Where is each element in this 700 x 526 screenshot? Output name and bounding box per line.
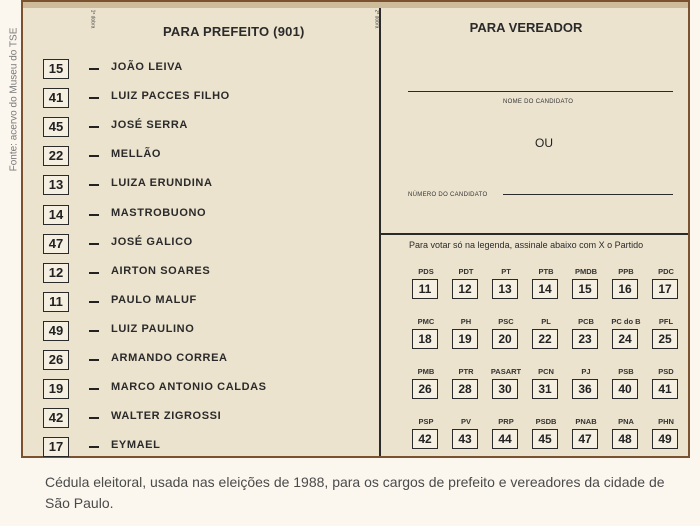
vertical-divider <box>379 8 381 456</box>
party-option <box>492 317 520 357</box>
party-name: PDC <box>658 267 674 276</box>
party-option <box>412 417 440 457</box>
party-name: PMC <box>417 317 435 326</box>
party-number-box[interactable]: 28 <box>452 379 478 399</box>
party-number-box[interactable]: 12 <box>452 279 478 299</box>
candidate-name: WALTER ZIGROSSI <box>111 410 222 423</box>
candidate-number-box[interactable]: 17 <box>43 437 69 457</box>
dash-separator <box>89 301 99 303</box>
party-name: PPB <box>618 267 634 276</box>
party-name: PT <box>501 267 511 276</box>
party-number-box[interactable]: 23 <box>572 329 598 349</box>
party-number-box[interactable]: 19 <box>452 329 478 349</box>
party-option <box>532 367 560 407</box>
party-name: PDS <box>418 267 434 276</box>
party-number-box[interactable]: 41 <box>652 379 678 399</box>
party-number-box[interactable]: 43 <box>452 429 478 449</box>
party-number-box[interactable]: 26 <box>412 379 438 399</box>
candidate-name: LUIZ PACCES FILHO <box>111 90 230 103</box>
party-name: PFL <box>658 317 674 326</box>
party-option <box>652 317 680 357</box>
candidate-row <box>23 348 363 372</box>
party-name: PNAB <box>575 417 597 426</box>
candidate-number-box[interactable]: 14 <box>43 205 69 225</box>
fold-note-right: 2ª dobra <box>373 9 380 29</box>
candidate-name: EYMAEL <box>111 439 161 452</box>
party-number-box[interactable]: 20 <box>492 329 518 349</box>
dash-separator <box>89 97 99 99</box>
party-name: PC do B <box>611 317 641 326</box>
party-name: PTB <box>538 267 554 276</box>
party-number-box[interactable]: 36 <box>572 379 598 399</box>
party-option <box>452 267 480 307</box>
dash-separator <box>89 388 99 390</box>
candidate-number-box[interactable]: 47 <box>43 234 69 254</box>
party-number-box[interactable]: 11 <box>412 279 438 299</box>
figure-caption: Cédula eleitoral, usada nas eleições de 1988, para os cargos de prefeito e vereadores da cidade de São Paulo. <box>45 474 665 511</box>
party-option <box>452 367 480 407</box>
party-name: PNA <box>618 417 634 426</box>
candidate-row <box>23 406 363 430</box>
party-option <box>492 367 520 407</box>
party-name: PMB <box>417 367 435 376</box>
party-option <box>412 267 440 307</box>
party-option <box>612 417 640 457</box>
party-number-box[interactable]: 24 <box>612 329 638 349</box>
candidate-number-box[interactable]: 26 <box>43 350 69 370</box>
party-option <box>532 417 560 457</box>
candidate-name-label: NOME DO CANDIDATO <box>503 99 574 105</box>
candidate-row <box>23 319 363 343</box>
candidate-row <box>23 377 363 401</box>
party-option <box>572 367 600 407</box>
party-name: PCB <box>578 317 594 326</box>
candidate-number-box[interactable]: 49 <box>43 321 69 341</box>
candidate-number-box[interactable]: 41 <box>43 88 69 108</box>
candidate-number-box[interactable]: 45 <box>43 117 69 137</box>
party-number-box[interactable]: 40 <box>612 379 638 399</box>
party-name: PSD <box>658 367 674 376</box>
party-name: PDT <box>458 267 474 276</box>
dash-separator <box>89 330 99 332</box>
party-name: PASART <box>490 367 522 376</box>
council-section-title: PARA VEREADOR <box>469 20 583 35</box>
candidate-number-box[interactable]: 13 <box>43 175 69 195</box>
mayor-section-title: PARA PREFEITO (901) <box>163 24 305 39</box>
candidate-number-box[interactable]: 22 <box>43 146 69 166</box>
party-vote-instruction: Para votar só na legenda, assinale abaixo com X o Partido <box>409 240 644 250</box>
party-option <box>492 417 520 457</box>
party-number-box[interactable]: 17 <box>652 279 678 299</box>
dash-separator <box>89 272 99 274</box>
party-option <box>532 317 560 357</box>
party-option <box>652 417 680 457</box>
party-number-box[interactable]: 30 <box>492 379 518 399</box>
candidate-name: JOÃO LEIVA <box>111 61 183 73</box>
party-number-box[interactable]: 14 <box>532 279 558 299</box>
or-label: OU <box>535 136 553 150</box>
candidate-name: JOSÉ GALICO <box>111 235 193 248</box>
candidate-number-box[interactable]: 15 <box>43 59 69 79</box>
candidate-name: PAULO MALUF <box>111 293 197 306</box>
party-number-box[interactable]: 47 <box>572 429 598 449</box>
party-name: PSDB <box>535 417 557 426</box>
candidate-name: MELLÃO <box>111 148 162 161</box>
party-number-box[interactable]: 16 <box>612 279 638 299</box>
candidate-row <box>23 57 363 81</box>
dash-separator <box>89 417 99 419</box>
candidate-number-box[interactable]: 19 <box>43 379 69 399</box>
candidate-name: MASTROBUONO <box>111 206 207 219</box>
candidate-name: LUIZA ERUNDINA <box>111 177 213 190</box>
party-option <box>652 367 680 407</box>
dash-separator <box>89 68 99 70</box>
candidate-number-box[interactable]: 11 <box>43 292 69 312</box>
dash-separator <box>89 126 99 128</box>
dash-separator <box>89 359 99 361</box>
candidate-row <box>23 173 363 197</box>
party-option <box>572 317 600 357</box>
candidate-number-box[interactable]: 42 <box>43 408 69 428</box>
dash-separator <box>89 243 99 245</box>
candidate-row <box>23 115 363 139</box>
fold-note-left: 1ª dobra <box>89 9 96 29</box>
party-name: PMDB <box>574 267 598 276</box>
party-option <box>572 417 600 457</box>
photo-credit <box>2 0 20 200</box>
photo-credit-text: Fonte: acervo do Museu do TSE <box>8 27 20 172</box>
party-option <box>412 317 440 357</box>
candidate-name: ARMANDO CORREA <box>111 352 228 364</box>
party-name: PTR <box>458 367 474 376</box>
candidate-name-line[interactable] <box>408 91 673 92</box>
dash-separator <box>89 155 99 157</box>
candidate-name: AIRTON SOARES <box>111 264 211 277</box>
dash-separator <box>89 446 99 448</box>
party-number-box[interactable]: 42 <box>412 429 438 449</box>
candidate-name: JOSÉ SERRA <box>111 119 188 132</box>
party-option <box>412 367 440 407</box>
party-number-box[interactable]: 48 <box>612 429 638 449</box>
party-number-box[interactable]: 44 <box>492 429 518 449</box>
party-name: PRP <box>498 417 514 426</box>
horizontal-divider <box>381 233 688 235</box>
party-number-box[interactable]: 18 <box>412 329 438 349</box>
party-number-box[interactable]: 22 <box>532 329 558 349</box>
candidate-name: MARCO ANTONIO CALDAS <box>111 381 267 394</box>
party-number-box[interactable]: 45 <box>532 429 558 449</box>
party-option <box>452 417 480 457</box>
party-option <box>612 267 640 307</box>
candidate-row <box>23 203 363 227</box>
party-name: PCN <box>538 367 554 376</box>
party-name: PV <box>460 417 471 426</box>
party-option <box>612 317 640 357</box>
party-number-box[interactable]: 31 <box>532 379 558 399</box>
party-number-box[interactable]: 49 <box>652 429 678 449</box>
candidate-number-box[interactable]: 12 <box>43 263 69 283</box>
candidate-row <box>23 232 363 256</box>
dash-separator <box>89 184 99 186</box>
party-name: PL <box>541 317 551 326</box>
candidate-row <box>23 290 363 314</box>
party-number-box[interactable]: 15 <box>572 279 598 299</box>
candidate-row <box>23 435 363 459</box>
candidate-name: LUIZ PAULINO <box>111 322 195 335</box>
ballot <box>21 0 690 458</box>
candidate-row <box>23 86 363 110</box>
candidate-number-line[interactable] <box>503 194 673 195</box>
candidate-row <box>23 261 363 285</box>
party-name: PSB <box>618 367 634 376</box>
party-option <box>612 367 640 407</box>
candidate-row <box>23 144 363 168</box>
party-option <box>492 267 520 307</box>
dash-separator <box>89 214 99 216</box>
party-name: PSC <box>498 317 514 326</box>
party-name: PH <box>460 317 472 326</box>
party-option <box>452 317 480 357</box>
party-name: PJ <box>581 367 591 376</box>
party-option <box>572 267 600 307</box>
party-option <box>532 267 560 307</box>
candidate-number-label: NÚMERO DO CANDIDATO <box>408 192 488 198</box>
party-option <box>652 267 680 307</box>
party-name: PSP <box>418 417 434 426</box>
party-number-box[interactable]: 13 <box>492 279 518 299</box>
party-name: PHN <box>658 417 674 426</box>
party-number-box[interactable]: 25 <box>652 329 678 349</box>
